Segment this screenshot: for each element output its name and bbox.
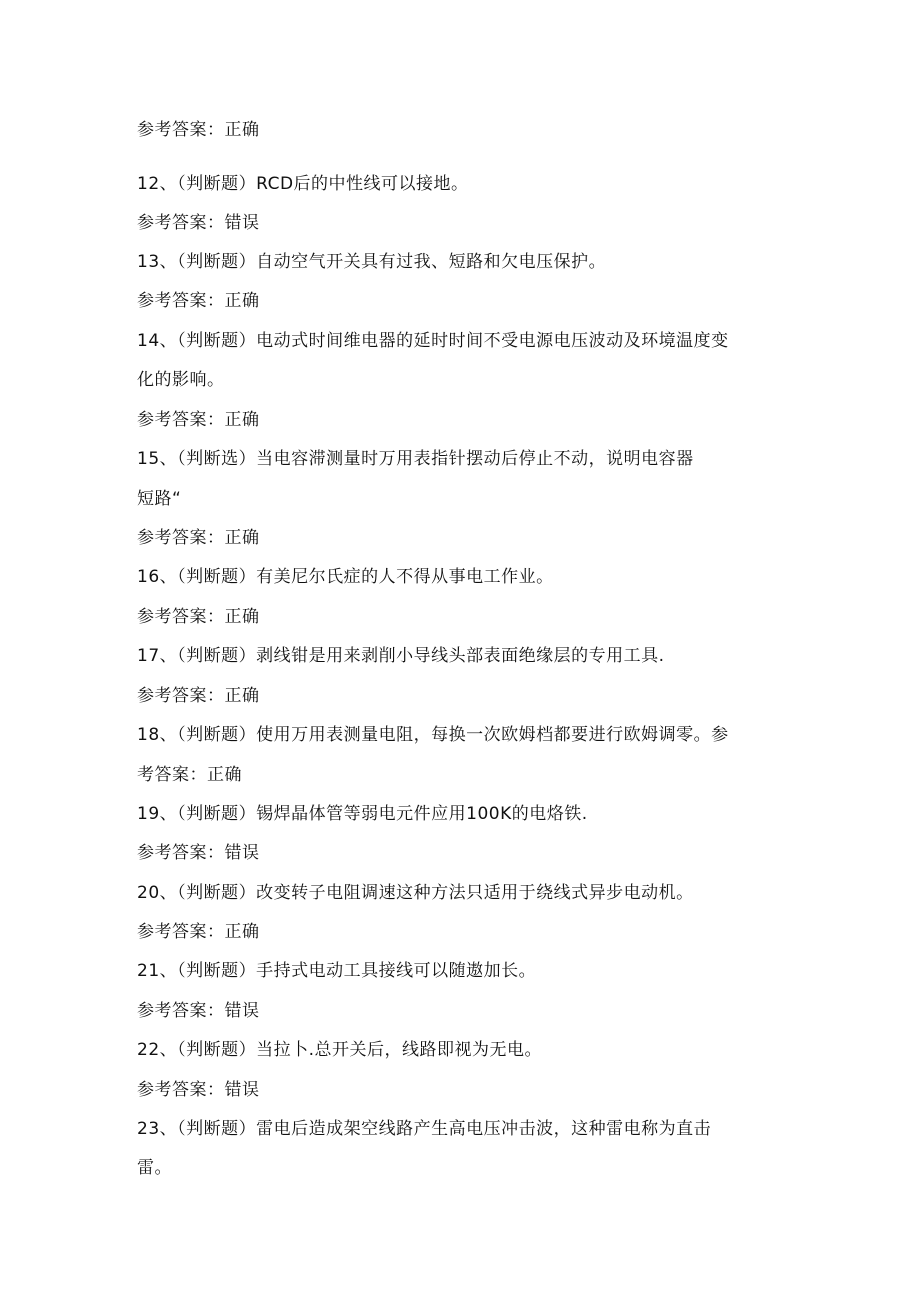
question-line: 13、（判断题）自动空气开关具有过我、短路和欠电压保护。 — [137, 252, 607, 272]
question-line: 12、（判断题）RCD后的中性线可以接地。 — [137, 174, 469, 194]
answer-line: 参考答案：正确 — [137, 291, 260, 311]
question-line: 16、（判断题）有美尼尔氏症的人不得从事电工作业。 — [137, 567, 554, 587]
question-line: 18、（判断题）使用万用表测量电阻，每换一次欧姆档都要进行欧姆调零。参 — [137, 725, 729, 745]
answer-line: 参考答案：正确 — [137, 528, 260, 548]
question-line: 19、（判断题）锡焊晶体管等弱电元件应用100K的电烙铁. — [137, 804, 588, 824]
question-line: 15、（判断选）当电容滞测量时万用表指针摆动后停止不动，说明电容器 — [137, 449, 694, 469]
question-line: 21、（判断题）手持式电动工具接线可以随遨加长。 — [137, 961, 537, 981]
question-line: 20、（判断题）改变转子电阻调速这种方法只适用于绕线式异步电动机。 — [137, 883, 694, 903]
answer-line: 参考答案：错误 — [137, 1080, 260, 1100]
answer-line: 参考答案：正确 — [137, 607, 260, 627]
answer-line: 参考答案：错误 — [137, 213, 260, 233]
question-line: 17、（判断题）剥线钳是用来剥削小导线头部表面绝缘层的专用工具. — [137, 646, 665, 666]
answer-line: 参考答案：错误 — [137, 843, 260, 863]
answer-line: 参考答案：正确 — [137, 120, 260, 140]
answer-line: 考答案：正确 — [137, 765, 242, 785]
answer-line: 参考答案：正确 — [137, 922, 260, 942]
question-line: 22、（判断题）当拉卜.总开关后，线路即视为无电。 — [137, 1040, 543, 1060]
question-line: 14、（判断题）电动式时间维电器的延时时间不受电源电压波动及环境温度变 — [137, 331, 729, 351]
question-line-continuation: 化的影响。 — [137, 370, 225, 390]
question-line-continuation: 雷。 — [137, 1158, 172, 1178]
question-line-continuation: 短路“ — [137, 489, 182, 509]
question-line: 23、（判断题）雷电后造成架空线路产生高电压冲击波，这种雷电称为直击 — [137, 1119, 712, 1139]
answer-line: 参考答案：正确 — [137, 410, 260, 430]
answer-line: 参考答案：错误 — [137, 1001, 260, 1021]
answer-line: 参考答案：正确 — [137, 686, 260, 706]
